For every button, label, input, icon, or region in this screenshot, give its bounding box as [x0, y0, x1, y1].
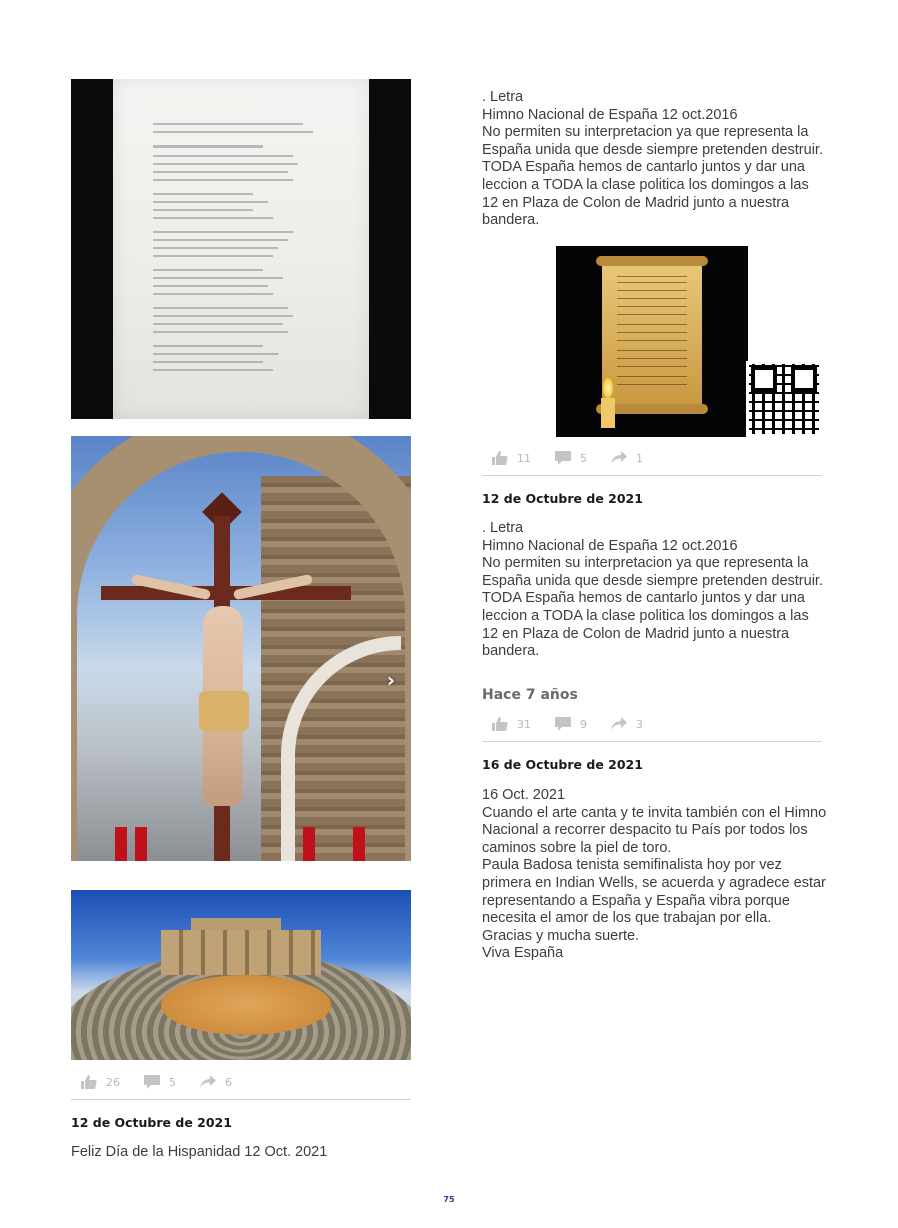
crucifix-photo[interactable] [71, 436, 411, 861]
share-count: 6 [225, 1075, 232, 1089]
candle [353, 827, 365, 861]
anthem-video-thumbnail[interactable] [482, 246, 822, 437]
speech-bubble-icon [555, 717, 571, 731]
post-date: 12 de Octubre de 2021 [482, 491, 643, 506]
theatre-ruins [161, 930, 321, 975]
like-count: 11 [517, 451, 531, 465]
post-text: . Letra Himno Nacional de España 12 oct.2016 No permiten su interpretacion ya que representa la España unida que desde siempre pretenden destruir. TODA España hemos de cantarlo juntos y dar una leccion a TODA la clase politica los domingos a las 12 en Plaza de Colon de Madrid junto a nuestra bandera. [482, 520, 823, 660]
comment-count: 5 [580, 451, 587, 465]
reaction-bar [81, 1072, 256, 1092]
share-count: 1 [636, 451, 643, 465]
like-button[interactable] [492, 717, 531, 731]
comment-count: 9 [580, 717, 587, 731]
anthem-paper [113, 79, 369, 419]
reaction-bar [492, 448, 667, 468]
candle [303, 827, 315, 861]
comment-button[interactable] [144, 1075, 176, 1089]
post-time-ago: Hace 7 años [482, 687, 578, 703]
like-button[interactable] [492, 451, 531, 465]
comment-button[interactable] [555, 451, 587, 465]
candle [601, 398, 615, 428]
comment-count: 5 [169, 1075, 176, 1089]
anthem-sheet-photo[interactable] [71, 79, 411, 419]
roman-theatre-photo[interactable] [71, 890, 411, 1060]
share-button[interactable] [611, 451, 643, 465]
thumbs-up-icon [81, 1075, 97, 1089]
share-button[interactable] [611, 717, 643, 731]
comment-button[interactable] [555, 717, 587, 731]
like-button[interactable] [81, 1075, 120, 1089]
post-text: 16 Oct. 2021 Cuando el arte canta y te invita también con el Himno Nacional a recorrer despacito tu País por todos los caminos sobre la piel de toro. Paula Badosa tenista semifinalista hoy por vez primera en Indian Wells, se acuerda y agradece estar representando a España y España vibra porque necesita el amor de los que trabajan por ella. Gracias y mucha suerte. Viva España [482, 787, 827, 962]
share-button[interactable] [200, 1075, 232, 1089]
divider [482, 475, 822, 476]
theatre-orchestra [161, 975, 331, 1035]
share-arrow-icon [611, 451, 627, 465]
candle-flame [603, 378, 613, 398]
qr-code[interactable] [746, 361, 822, 437]
post-date: 12 de Octubre de 2021 [71, 1115, 232, 1130]
candle [135, 827, 147, 861]
page-number: 75 [443, 1195, 455, 1204]
chevron-right-icon[interactable]: › [386, 668, 395, 692]
post-date: 16 de Octubre de 2021 [482, 757, 643, 772]
thumbs-up-icon [492, 451, 508, 465]
like-count: 31 [517, 717, 531, 731]
divider [482, 741, 822, 742]
like-count: 26 [106, 1075, 120, 1089]
post-text: Feliz Día de la Hispanidad 12 Oct. 2021 [71, 1144, 328, 1160]
speech-bubble-icon [555, 451, 571, 465]
thumbs-up-icon [492, 717, 508, 731]
share-arrow-icon [611, 717, 627, 731]
post-text: . Letra Himno Nacional de España 12 oct.2016 No permiten su interpretacion ya que representa la España unida que desde siempre pretenden destruir. TODA España hemos de cantarlo juntos y dar una leccion a TODA la clase politica los domingos a las 12 en Plaza de Colon de Madrid junto a nuestra bandera. [482, 89, 823, 229]
share-count: 3 [636, 717, 643, 731]
share-arrow-icon [200, 1075, 216, 1089]
speech-bubble-icon [144, 1075, 160, 1089]
reaction-bar [492, 714, 667, 734]
divider [71, 1099, 411, 1100]
candle [115, 827, 127, 861]
